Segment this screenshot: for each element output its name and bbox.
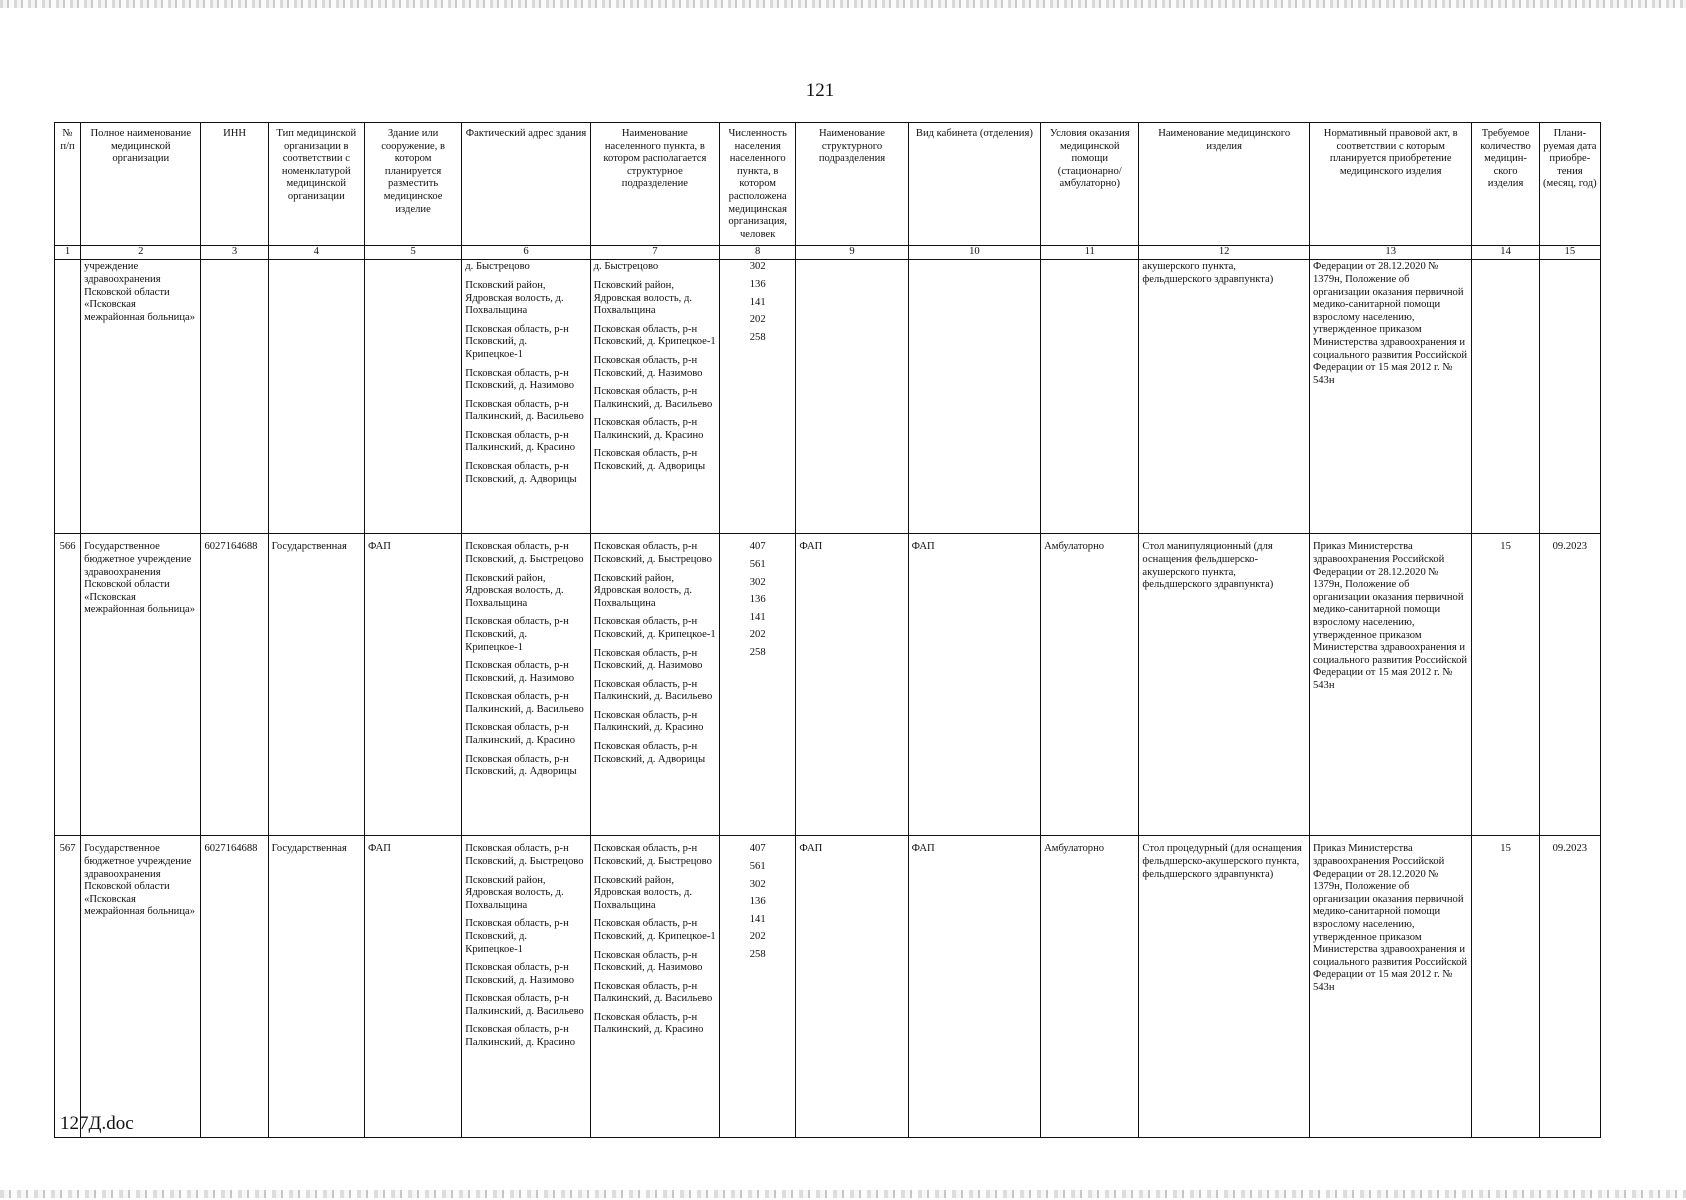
- column-number: 1: [55, 246, 81, 260]
- quantity-cell: [1472, 260, 1539, 534]
- column-number: 6: [462, 246, 590, 260]
- address-item: Псковский район, Ядровская волость, д. Похвальщина: [465, 874, 564, 911]
- locality-item: Псковская область, р-н Псковский, д. Крипецкое-1: [593, 323, 716, 348]
- row-number-cell: 566: [55, 534, 81, 836]
- population-value: 141: [749, 611, 766, 623]
- address-item: Псковский район, Ядровская волость, д. Похвальщина: [465, 279, 564, 317]
- legal-act-cell: Приказ Министерства здравоохранения Российской Федерации от 28.12.2020 № 1379н, Положение об организации оказания первичной медико-санитарной помощи взрослому населению, утвержденное приказом Министерства здравоохранения и социального развития Российской Федерации от 15 мая 2012 г. № 543н: [1309, 534, 1472, 836]
- cabinet-cell: ФАП: [908, 836, 1040, 1138]
- subdivision-cell: ФАП: [796, 836, 908, 1138]
- org-name-cell: Государственное бюджетное учреждение здравоохранения Псковской области «Псковская межрайонная больница»: [81, 836, 201, 1138]
- column-number: 7: [590, 246, 719, 260]
- address-item: Псковский район, Ядровская волость, д. Похвальщина: [465, 572, 564, 609]
- column-number: 14: [1472, 246, 1539, 260]
- locality-cell: [590, 534, 719, 836]
- org-type-cell: Государственная: [268, 836, 364, 1138]
- population-value: 258: [749, 646, 766, 658]
- row-number-cell: 567: [55, 836, 81, 1138]
- legal-act-cell: Приказ Министерства здравоохранения Российской Федерации от 28.12.2020 № 1379н, Положение об организации оказания первичной медико-санитарной помощи взрослому населению, утвержденное приказом Министерства здравоохранения и социального развития Российской Федерации от 15 мая 2012 г. № 543н: [1309, 836, 1472, 1138]
- building-cell: ФАП: [364, 836, 461, 1138]
- locality-item: д. Быстрецово: [593, 261, 659, 273]
- population-value: 561: [749, 558, 766, 570]
- population-value: 258: [749, 331, 766, 343]
- locality-item: Псковская область, р-н Палкинский, д. Васильево: [593, 386, 713, 410]
- column-number: 15: [1539, 246, 1600, 260]
- locality-item: Псковская область, р-н Псковский, д. Крипецкое-1: [593, 918, 716, 942]
- conditions-cell: Амбулаторно: [1041, 534, 1139, 836]
- address-item: Псковская область, р-н Псковский, д. Быстрецово: [465, 843, 584, 867]
- locality-item: Псковская область, р-н Псковский, д. Быстрецово: [593, 541, 712, 565]
- conditions-cell: Амбулаторно: [1041, 836, 1139, 1138]
- address-item: д. Быстрецово: [465, 261, 530, 273]
- column-number: 8: [720, 246, 796, 260]
- locality-item: Псковская область, р-н Псковский, д. Назимово: [593, 354, 703, 379]
- column-number: 5: [364, 246, 461, 260]
- inn-cell: [201, 260, 268, 534]
- header-cell: Тип медицинской организации в соответствии с номенклатурой медицинской организации: [268, 123, 364, 246]
- cabinet-cell: ФАП: [908, 534, 1040, 836]
- table-row: [55, 260, 1601, 534]
- address-item: Псковская область, р-н Палкинский, д. Васильево: [465, 993, 584, 1017]
- header-cell: Наименование медицинского изделия: [1139, 123, 1310, 246]
- locality-item: Псковская область, р-н Псковский, д. Адворицы: [593, 741, 706, 765]
- population-value: 302: [749, 576, 766, 588]
- locality-item: Псковская область, р-н Палкинский, д. Васильево: [593, 980, 713, 1005]
- address-cell: [462, 534, 590, 836]
- address-item: Псковская область, р-н Псковский, д. Крипецкое-1: [465, 918, 569, 955]
- org-name-cell: Государственное бюджетное учреждение здравоохранения Псковской области «Псковская межрайонная больница»: [81, 534, 201, 836]
- population-value: 407: [749, 541, 766, 553]
- locality-item: Псковская область, р-н Палкинский, д. Васильево: [593, 678, 713, 703]
- header-cell: Нормативный правовой акт, в соответствии с которым планируется приобретение медицинского изделия: [1309, 123, 1472, 246]
- locality-item: Псковская область, р-н Псковский, д. Назимово: [593, 647, 703, 672]
- address-item: Псковская область, р-н Палкинский, д. Васильево: [465, 691, 584, 715]
- conditions-cell: [1041, 260, 1139, 534]
- column-number: 2: [81, 246, 201, 260]
- address-item: Псковская область, р-н Псковский, д. Назимово: [465, 660, 575, 684]
- population-value: 136: [749, 594, 766, 606]
- inn-cell: 6027164688: [201, 836, 268, 1138]
- population-cell: [720, 534, 796, 836]
- subdivision-cell: ФАП: [796, 534, 908, 836]
- population-value: 407: [749, 843, 766, 855]
- building-cell: [364, 260, 461, 534]
- header-cell: ИНН: [201, 123, 268, 246]
- column-number: 12: [1139, 246, 1310, 260]
- address-item: Псковская область, р-н Псковский, д. Крипецкое-1: [465, 616, 569, 653]
- address-cell: [462, 836, 590, 1138]
- org-type-cell: [268, 260, 364, 534]
- locality-item: Псковская область, р-н Псковский, д. Быстрецово: [593, 843, 712, 867]
- date-cell: 09.2023: [1539, 534, 1600, 836]
- population-cell: [720, 836, 796, 1138]
- header-cell: № п/п: [55, 123, 81, 246]
- locality-item: Псковская область, р-н Псковский, д. Крипецкое-1: [593, 616, 716, 640]
- address-item: Псковская область, р-н Псковский, д. Назимово: [465, 962, 575, 986]
- address-item: Псковская область, р-н Палкинский, д. Красино: [465, 1024, 576, 1049]
- header-cell: Численность населения населенного пункта, в котором расположена медицинская организация, человек: [720, 123, 796, 246]
- scan-edge-bottom: [0, 1190, 1686, 1198]
- population-value: 302: [749, 261, 766, 273]
- locality-item: Псковская область, р-н Палкинский, д. Красино: [593, 709, 704, 734]
- locality-item: Псковский район, Ядровская волость, д. Похвальщина: [593, 874, 693, 911]
- device-cell: акушерского пункта, фельдшерского здравпункта): [1139, 260, 1310, 534]
- address-item: Псковская область, р-н Псковский, д. Крипецкое-1: [465, 323, 569, 360]
- locality-item: Псковская область, р-н Псковский, д. Адворицы: [593, 448, 706, 473]
- population-value: 136: [749, 278, 766, 290]
- page-number: 121: [805, 80, 835, 101]
- address-item: Псковская область, р-н Псковский, д. Адворицы: [465, 753, 577, 778]
- column-number: 10: [908, 246, 1040, 260]
- column-number: 4: [268, 246, 364, 260]
- header-cell: Вид кабинета (отделения): [908, 123, 1040, 246]
- locality-item: Псковский район, Ядровская волость, д. Похвальщина: [593, 572, 693, 609]
- population-value: 141: [749, 296, 766, 308]
- subdivision-cell: [796, 260, 908, 534]
- population-value: 202: [749, 629, 766, 641]
- building-cell: ФАП: [364, 534, 461, 836]
- address-item: Псковская область, р-н Псковский, д. Назимово: [465, 367, 575, 392]
- device-cell: Стол манипуляционный (для оснащения фельдшерско-акушерского пункта, фельдшерского здравпункта): [1139, 534, 1310, 836]
- locality-item: Псковский район, Ядровская волость, д. Похвальщина: [593, 279, 693, 317]
- population-value: 141: [749, 913, 766, 925]
- column-number: 13: [1309, 246, 1472, 260]
- inn-cell: 6027164688: [201, 534, 268, 836]
- quantity-cell: 15: [1472, 836, 1539, 1138]
- quantity-cell: 15: [1472, 534, 1539, 836]
- address-cell: [462, 260, 590, 534]
- address-item: Псковская область, р-н Палкинский, д. Васильево: [465, 398, 584, 423]
- locality-cell: [590, 260, 719, 534]
- address-item: Псковская область, р-н Псковский, д. Быстрецово: [465, 541, 584, 565]
- column-number: 3: [201, 246, 268, 260]
- population-value: 202: [749, 314, 766, 326]
- address-item: Псковская область, р-н Палкинский, д. Красино: [465, 722, 576, 747]
- column-number-row: [55, 246, 1601, 260]
- population-cell: [720, 260, 796, 534]
- locality-item: Псковская область, р-н Палкинский, д. Красино: [593, 1011, 704, 1036]
- header-cell: Условия оказания медицинской помощи (стационарно/амбулаторно): [1041, 123, 1139, 246]
- population-value: 561: [749, 860, 766, 872]
- population-value: 258: [749, 948, 766, 960]
- footer-filename: 127Д.doc: [60, 1113, 134, 1134]
- date-cell: 09.2023: [1539, 836, 1600, 1138]
- address-item: Псковская область, р-н Псковский, д. Адворицы: [465, 461, 577, 485]
- cabinet-cell: [908, 260, 1040, 534]
- legal-act-cell: Федерации от 28.12.2020 № 1379н, Положение об организации оказания первичной медико-санитарной помощи взрослому населению, утвержденное приказом Министерства здравоохранения и социального развития Российской Федерации от 15 мая 2012 г. № 543н: [1309, 260, 1472, 534]
- header-row: [55, 123, 1601, 246]
- locality-item: Псковская область, р-н Палкинский, д. Красино: [593, 417, 704, 441]
- medical-equipment-table: [54, 122, 1601, 1138]
- scan-edge-top: [0, 0, 1686, 8]
- org-name-cell: учреждение здравоохранения Псковской области «Псковская межрайонная больница»: [81, 260, 201, 534]
- header-cell: Полное наименование медицинской организации: [81, 123, 201, 246]
- column-number: 11: [1041, 246, 1139, 260]
- device-cell: Стол процедурный (для оснащения фельдшерско-акушерского пункта, фельдшерского здравпункта): [1139, 836, 1310, 1138]
- population-value: 202: [749, 931, 766, 943]
- header-cell: Наименование населенного пункта, в котором располагается структурное подразделение: [590, 123, 719, 246]
- header-cell: Фактический адрес здания: [462, 123, 590, 246]
- population-value: 302: [749, 878, 766, 890]
- header-cell: Здание или сооружение, в котором планируется разместить медицинское изделие: [364, 123, 461, 246]
- row-number-cell: [55, 260, 81, 534]
- column-number: 9: [796, 246, 908, 260]
- date-cell: [1539, 260, 1600, 534]
- locality-cell: [590, 836, 719, 1138]
- org-type-cell: Государственная: [268, 534, 364, 836]
- address-item: Псковская область, р-н Палкинский, д. Красино: [465, 429, 576, 454]
- locality-item: Псковская область, р-н Псковский, д. Назимово: [593, 949, 703, 974]
- population-value: 136: [749, 896, 766, 908]
- header-cell: Требуемое количество медицин-ского изделия: [1472, 123, 1539, 246]
- table-row: [55, 534, 1601, 836]
- table-row: [55, 836, 1601, 1138]
- header-cell: Плани-руемая дата приобре-тения (месяц, год): [1539, 123, 1600, 246]
- header-cell: Наименование структурного подразделения: [796, 123, 908, 246]
